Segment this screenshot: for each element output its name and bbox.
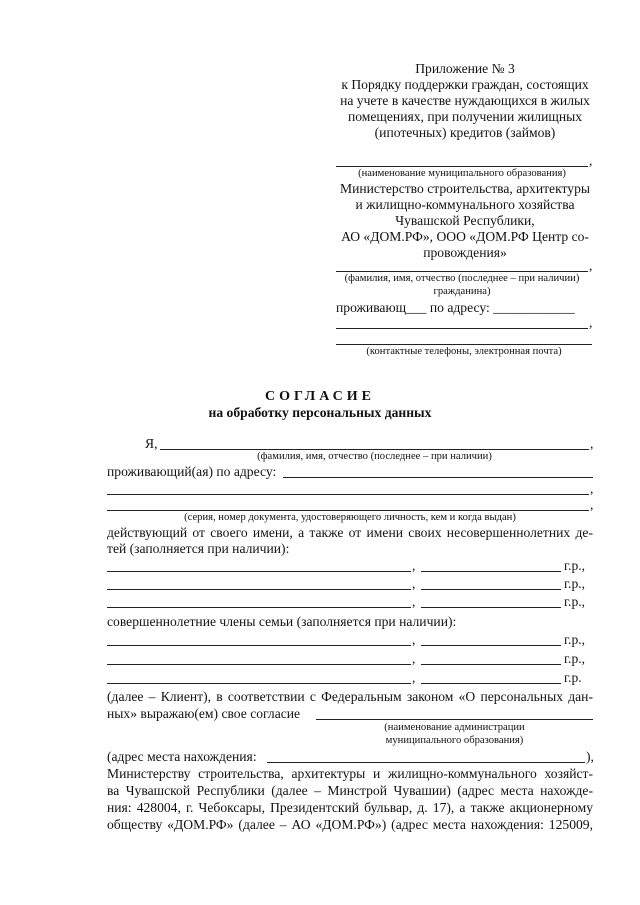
contacts-field[interactable] bbox=[336, 344, 592, 345]
comma: , bbox=[590, 436, 594, 451]
child-name-field[interactable] bbox=[107, 589, 411, 590]
address-field[interactable] bbox=[336, 328, 588, 329]
municipal-name-field[interactable] bbox=[336, 166, 588, 167]
birth-year-suffix: г.р., bbox=[564, 651, 586, 666]
client-text-line: (далее – Клиент), в соответствии с Федеральным законом «О персональных дан- bbox=[107, 689, 593, 704]
separator: , bbox=[412, 558, 416, 573]
birth-year-suffix: г.р., bbox=[564, 594, 586, 609]
hint-fio: (фамилия, имя, отчество (последнее – при наличии) bbox=[257, 451, 492, 462]
appendix-line: помещениях, при получении жилищных bbox=[347, 109, 583, 124]
adults-label: совершеннолетние члены семьи (заполняется при наличии): bbox=[107, 614, 457, 629]
adult-birth-field[interactable] bbox=[421, 683, 561, 684]
birth-year-suffix: г.р., bbox=[564, 558, 586, 573]
ministry-line: провождения» bbox=[423, 245, 507, 260]
hint-fio: (фамилия, имя, отчество (последнее – при наличии) bbox=[344, 273, 580, 284]
address-location-label: (адрес места нахождения: bbox=[107, 749, 257, 764]
child-birth-field[interactable] bbox=[421, 607, 561, 608]
child-name-field[interactable] bbox=[107, 607, 411, 608]
child-birth-field[interactable] bbox=[421, 589, 561, 590]
applicant-address-field[interactable] bbox=[283, 477, 593, 478]
birth-year-suffix: г.р. bbox=[564, 670, 582, 685]
hint-municipal: (наименование муниципального образования) bbox=[358, 168, 566, 179]
hint-admin: (наименование администрации bbox=[384, 722, 525, 733]
comma: , bbox=[589, 315, 593, 330]
comma: , bbox=[589, 153, 593, 168]
final-text-line: Министерству строительства, архитектуры и жилищно-коммунального хозяйст- bbox=[107, 766, 593, 781]
residing-label: проживающий(ая) по адресу: bbox=[107, 464, 277, 479]
appendix-title: Приложение № 3 bbox=[415, 61, 515, 76]
consent-subtitle: на обработку персональных данных bbox=[208, 405, 432, 420]
separator: , bbox=[412, 651, 416, 666]
comma: , bbox=[590, 497, 594, 512]
appendix-line: (ипотечных) кредитов (займов) bbox=[374, 125, 556, 140]
hint-contacts: (контактные телефоны, электронная почта) bbox=[366, 346, 562, 357]
adult-name-field[interactable] bbox=[107, 645, 411, 646]
hint-fio-2: гражданина) bbox=[433, 286, 491, 297]
client-text-line: ных» выражаю(ем) свое согласие bbox=[107, 706, 301, 721]
child-name-field[interactable] bbox=[107, 571, 411, 572]
residing-label: проживающ___ по адресу: ____________ bbox=[336, 300, 575, 315]
birth-year-suffix: г.р., bbox=[564, 632, 586, 647]
address-close: ), bbox=[586, 749, 594, 764]
administration-field[interactable] bbox=[316, 719, 593, 720]
ministry-line: Министерство строительства, архитектуры bbox=[339, 181, 590, 196]
ministry-line: и жилищно-коммунального хозяйства bbox=[355, 197, 575, 212]
appendix-line: на учете в качестве нуждающихся в жилых bbox=[340, 93, 590, 108]
appendix-line: к Порядку поддержки граждан, состоящих bbox=[341, 77, 589, 92]
hint-document: (серия, номер документа, удостоверяющего личность, кем и когда выдан) bbox=[184, 512, 516, 523]
comma: , bbox=[590, 481, 594, 496]
document-field[interactable] bbox=[107, 510, 589, 511]
final-text-line: обществу «ДОМ.РФ» (далее – АО «ДОМ.РФ») (адрес места нахождения: 125009, bbox=[107, 817, 593, 832]
ministry-line: АО «ДОМ.РФ», ООО «ДОМ.РФ Центр со- bbox=[341, 229, 589, 244]
adult-name-field[interactable] bbox=[107, 683, 411, 684]
location-address-field[interactable] bbox=[267, 762, 585, 763]
adult-birth-field[interactable] bbox=[421, 645, 561, 646]
final-text-line: ва Чувашской Республики (далее – Минстрой Чувашии) (адрес места нахожде- bbox=[107, 783, 593, 798]
i-label: Я, bbox=[145, 436, 158, 451]
acting-text-line: действующий от своего имени, а также от имени своих несовершеннолетних де- bbox=[107, 525, 593, 540]
comma: , bbox=[589, 258, 593, 273]
hint-admin-2: муниципального образования) bbox=[385, 735, 524, 746]
final-text-line: ния: 428004, г. Чебоксары, Президентский бульвар, д. 17), а также акционерному bbox=[107, 800, 593, 815]
separator: , bbox=[412, 670, 416, 685]
adult-name-field[interactable] bbox=[107, 664, 411, 665]
citizen-fio-field[interactable] bbox=[336, 271, 588, 272]
separator: , bbox=[412, 576, 416, 591]
applicant-fio-field[interactable] bbox=[160, 449, 589, 450]
consent-title: СОГЛАСИЕ bbox=[265, 389, 375, 404]
separator: , bbox=[412, 594, 416, 609]
acting-text-line: тей (заполняется при наличии): bbox=[107, 541, 290, 556]
ministry-line: Чувашской Республики, bbox=[395, 213, 535, 228]
birth-year-suffix: г.р., bbox=[564, 576, 586, 591]
adult-birth-field[interactable] bbox=[421, 664, 561, 665]
applicant-address-field-2[interactable] bbox=[107, 494, 589, 495]
separator: , bbox=[412, 632, 416, 647]
child-birth-field[interactable] bbox=[421, 571, 561, 572]
